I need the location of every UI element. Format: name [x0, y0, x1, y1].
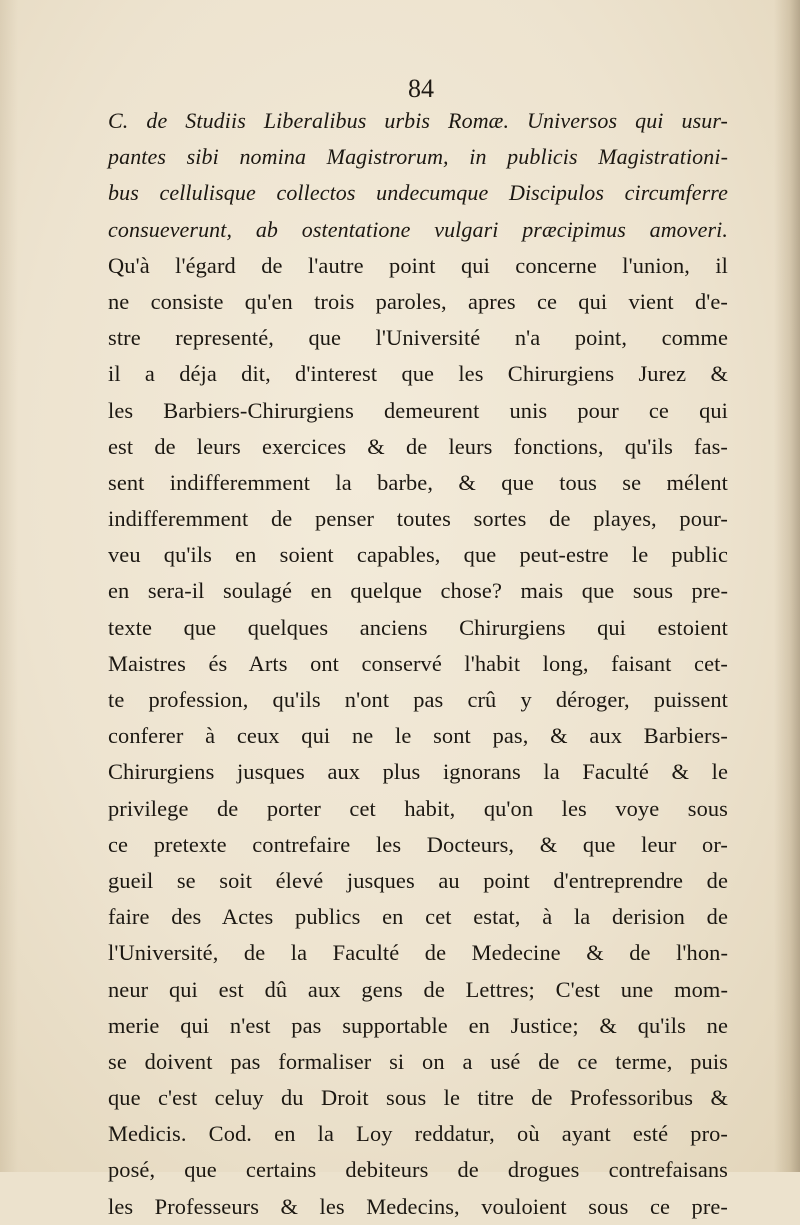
text-line: sent indifferemment la barbe, & que tous se mélent — [108, 469, 728, 495]
text-line: veu qu'ils en soient capables, que peut-estre le public — [108, 542, 728, 568]
latin-quote-line: bus cellulisque collectos undecumque Discipulos circumferre — [108, 180, 728, 206]
text-line: merie qui n'est pas supportable en Justice; & qu'ils ne — [108, 1012, 728, 1038]
text-line: en sera-il soulagé en quelque chose? mais que sous pre- — [108, 578, 728, 604]
text-line: l'Université, de la Faculté de Medecine & de l'hon- — [108, 940, 728, 966]
text-line: te profession, qu'ils n'ont pas crû y déroger, puissent — [108, 687, 728, 712]
text-line: texte que quelques anciens Chirurgiens qui estoient — [108, 614, 728, 640]
page-body-text — [108, 103, 728, 1225]
text-line: faire des Actes publics en cet estat, à la derision de — [108, 904, 728, 930]
text-line: Chirurgiens jusques aux plus ignorans la Faculté & le — [108, 759, 728, 785]
text-line: Medicis. Cod. en la Loy reddatur, où ayant esté pro- — [108, 1121, 728, 1147]
text-line: les Professeurs & les Medecins, vouloient sous ce pre- — [108, 1193, 728, 1219]
text-line: Qu'à l'égard de l'autre point qui concerne l'union, il — [108, 252, 728, 278]
text-line: se doivent pas formaliser si on a usé de ce terme, puis — [108, 1048, 728, 1074]
text-line: ce pretexte contrefaire les Docteurs, & que leur or- — [108, 831, 728, 857]
latin-quote-line: consueverunt, ab ostentatione vulgari præcipimus amoveri. — [108, 216, 728, 242]
text-line: stre representé, que l'Université n'a point, comme — [108, 325, 728, 351]
text-line: est de leurs exercices & de leurs fonctions, qu'ils fas- — [108, 433, 728, 459]
latin-quote-line: pantes sibi nomina Magistrorum, in publicis Magistrationi- — [108, 144, 728, 170]
text-line: neur qui est dû aux gens de Lettres; C'est une mom- — [108, 976, 728, 1002]
page-left-shadow — [0, 0, 18, 1172]
text-line: Maistres és Arts ont conservé l'habit long, faisant cet- — [108, 650, 728, 676]
text-line: les Barbiers-Chirurgiens demeurent unis pour ce qui — [108, 397, 728, 423]
text-line: que c'est celuy du Droit sous le titre de Professoribus & — [108, 1085, 728, 1111]
text-line: indifferemment de penser toutes sortes de playes, pour- — [108, 506, 728, 532]
text-line: ne consiste qu'en trois paroles, apres ce qui vient d'e- — [108, 288, 728, 314]
text-line: privilege de porter cet habit, qu'on les voye sous — [108, 795, 728, 821]
text-line: conferer à ceux qui ne le sont pas, & aux Barbiers- — [108, 723, 728, 749]
text-line: gueil se soit élevé jusques au point d'entreprendre de — [108, 867, 728, 893]
text-line: il a déja dit, d'interest que les Chirurgiens Jurez & — [108, 361, 728, 387]
text-line: posé, que certains debiteurs de drogues contrefaisans — [108, 1157, 728, 1183]
page-number: 84 — [408, 74, 434, 103]
page-right-shadow — [774, 0, 800, 1172]
latin-quote-line: C. de Studiis Liberalibus urbis Romæ. Universos qui usur- — [108, 108, 728, 133]
